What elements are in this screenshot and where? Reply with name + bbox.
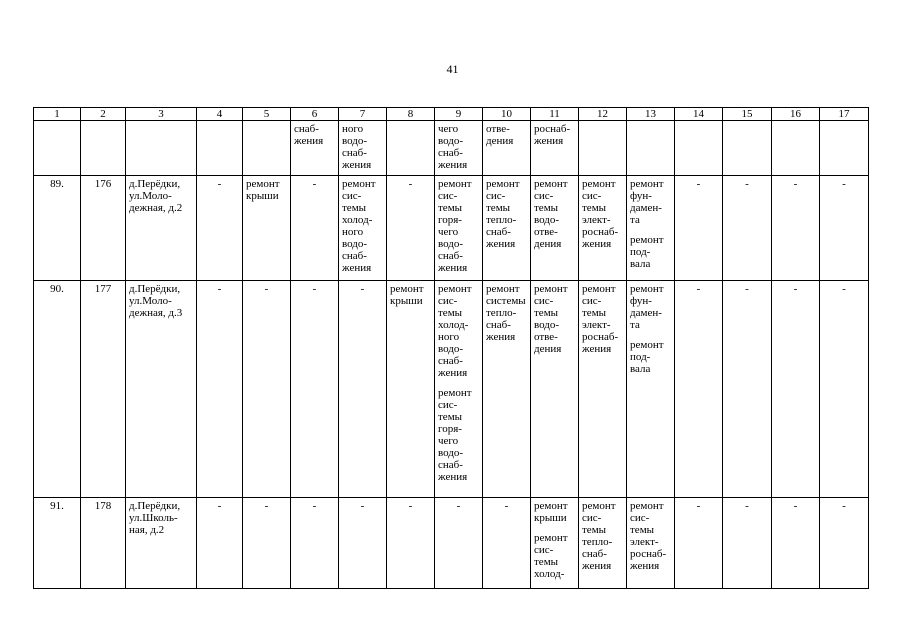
- cell-text: 89.: [50, 178, 64, 190]
- table-cell: [772, 176, 820, 281]
- cell-text: ремонт под- вала: [630, 234, 664, 270]
- cell-text: -: [842, 283, 846, 295]
- column-number: 7: [339, 108, 387, 121]
- table-cell: [34, 176, 81, 281]
- column-number: 15: [723, 108, 772, 121]
- table-cell: [627, 176, 675, 281]
- table-cell: [579, 498, 627, 589]
- cell-text: -: [696, 283, 701, 295]
- cell-text: -: [408, 178, 413, 190]
- column-number: 6: [291, 108, 339, 121]
- cell-text: ремонт сис- темы тепло- снаб- жения: [582, 500, 616, 572]
- table-cell: [291, 281, 339, 498]
- table-cell: [579, 176, 627, 281]
- table-cell: [772, 121, 820, 176]
- cell-text: -: [793, 500, 798, 512]
- table-cell: [34, 498, 81, 589]
- table-cell: [387, 176, 435, 281]
- cell-text: -: [504, 500, 509, 512]
- table-cell: [531, 121, 579, 176]
- cell-text: ного водо- снаб- жения: [342, 123, 372, 171]
- table-cell: [675, 281, 723, 498]
- column-number: 14: [675, 108, 723, 121]
- table-cell: [531, 498, 579, 589]
- table-cell: [387, 121, 435, 176]
- cell-text: 176: [94, 178, 112, 190]
- table-cell: [531, 281, 579, 498]
- table-cell: [627, 281, 675, 498]
- table-cell: [435, 281, 483, 498]
- table-cell: [820, 498, 869, 589]
- table-cell: [531, 176, 579, 281]
- cell-text: -: [360, 283, 365, 295]
- table-row: [34, 176, 869, 281]
- table-cell: [675, 176, 723, 281]
- table-cell: [387, 281, 435, 498]
- table-cell: [627, 498, 675, 589]
- table-cell: [339, 176, 387, 281]
- table-cell: [579, 121, 627, 176]
- cell-text: 90.: [50, 283, 64, 295]
- table-cell: [339, 498, 387, 589]
- cell-text: ремонт сис- темы водо- отве- дения: [534, 283, 568, 355]
- table-cell: [435, 498, 483, 589]
- column-number: 5: [243, 108, 291, 121]
- table-cell: [820, 176, 869, 281]
- table-cell: [772, 281, 820, 498]
- table-cell: [197, 121, 243, 176]
- cell-text: -: [408, 500, 413, 512]
- table-cell: [197, 498, 243, 589]
- table-cell: [820, 121, 869, 176]
- cell-text: -: [842, 500, 846, 512]
- table-cell: [579, 281, 627, 498]
- cell-text: ремонт под- вала: [630, 339, 664, 375]
- cell-text: отве- дения: [486, 123, 514, 147]
- cell-text: ремонт сис- темы горя- чего водо- снаб- жения: [438, 387, 472, 483]
- column-number: 2: [81, 108, 126, 121]
- table-cell: [339, 281, 387, 498]
- table-cell: [627, 121, 675, 176]
- table-cell: [483, 121, 531, 176]
- cell-text: ремонт сис- темы холод- ного водо- снаб- жения: [438, 283, 472, 379]
- cell-text: ремонт системы тепло- снаб- жения: [486, 283, 526, 343]
- cell-text: ремонт фун- дамен- та: [630, 178, 664, 226]
- table-cell: [675, 121, 723, 176]
- column-number: 13: [627, 108, 675, 121]
- cell-text: -: [842, 178, 846, 190]
- table-cell: [772, 498, 820, 589]
- table-cell: [34, 281, 81, 498]
- cell-text: 178: [94, 500, 112, 512]
- table-row: [34, 498, 869, 589]
- cell-text: -: [456, 500, 461, 512]
- cell-text: ремонт фун- дамен- та: [630, 283, 664, 331]
- cell-text: -: [745, 283, 749, 295]
- cell-text: -: [264, 283, 269, 295]
- cell-text: ремонт сис- темы элект- роснаб- жения: [582, 178, 619, 250]
- table-cell: [197, 281, 243, 498]
- cell-text: ремонт сис- темы тепло- снаб- жения: [486, 178, 520, 250]
- table-cell: [126, 498, 197, 589]
- cell-text: ремонт сис- темы горя- чего водо- снаб- жения: [438, 178, 472, 274]
- cell-text: -: [360, 500, 365, 512]
- cell-text: -: [745, 500, 749, 512]
- column-number: 16: [772, 108, 820, 121]
- cell-text: д.Перёдки, ул.Школь- ная, д.2: [129, 500, 181, 536]
- cell-text: ремонт сис- темы элект- роснаб- жения: [582, 283, 619, 355]
- cell-text: д.Перёдки, ул.Моло- дежная, д.3: [129, 283, 183, 319]
- cell-text: ремонт сис- темы холод-: [534, 532, 568, 580]
- column-number-row: [34, 108, 869, 121]
- table-cell: [675, 498, 723, 589]
- cell-text: ремонт сис- темы элект- роснаб- жения: [630, 500, 667, 572]
- table-cell: [723, 281, 772, 498]
- cell-text: ремонт сис- темы водо- отве- дения: [534, 178, 568, 250]
- page-number: 41: [446, 62, 459, 76]
- cell-text: чего водо- снаб- жения: [438, 123, 468, 171]
- cell-text: -: [745, 178, 749, 190]
- cell-text: -: [264, 500, 269, 512]
- table-row: [34, 281, 869, 498]
- cell-text: -: [312, 283, 317, 295]
- table-cell: [435, 176, 483, 281]
- table-cell: [243, 176, 291, 281]
- table-cell: [723, 176, 772, 281]
- cell-text: -: [217, 500, 222, 512]
- table-cell: [126, 281, 197, 498]
- cell-text: 91.: [50, 500, 64, 512]
- cell-text: снаб- жения: [294, 123, 324, 147]
- cell-text: -: [312, 500, 317, 512]
- cell-text: -: [217, 178, 222, 190]
- column-number: 3: [126, 108, 197, 121]
- table-cell: [820, 281, 869, 498]
- table-cell: [387, 498, 435, 589]
- column-number: 17: [820, 108, 869, 121]
- cell-text: роснаб- жения: [534, 123, 571, 147]
- table-cell: [723, 121, 772, 176]
- cell-text: ремонт сис- темы холод- ного водо- снаб- жения: [342, 178, 376, 274]
- table-cell: [243, 281, 291, 498]
- column-number: 11: [531, 108, 579, 121]
- column-number: 8: [387, 108, 435, 121]
- cell-text: -: [217, 283, 222, 295]
- cell-text: -: [793, 283, 798, 295]
- cell-text: ремонт крыши: [246, 178, 280, 202]
- table-cell: [483, 498, 531, 589]
- table-cell: [339, 121, 387, 176]
- table-cell: [723, 498, 772, 589]
- cell-text: -: [696, 500, 701, 512]
- column-number: 1: [34, 108, 81, 121]
- cell-text: ремонт крыши: [390, 283, 424, 307]
- column-number: 9: [435, 108, 483, 121]
- continuation-row: [34, 121, 869, 176]
- column-number: 12: [579, 108, 627, 121]
- table-cell: [81, 176, 126, 281]
- table-cell: [435, 121, 483, 176]
- table-cell: [81, 498, 126, 589]
- table-cell: [291, 176, 339, 281]
- table-cell: [291, 498, 339, 589]
- cell-text: 177: [94, 283, 112, 295]
- table-cell: [126, 121, 197, 176]
- column-number: 4: [197, 108, 243, 121]
- table-cell: [243, 121, 291, 176]
- table-cell: [243, 498, 291, 589]
- repair-plan-table: [33, 107, 869, 589]
- table-cell: [34, 121, 81, 176]
- table-cell: [483, 176, 531, 281]
- column-number: 10: [483, 108, 531, 121]
- cell-text: -: [793, 178, 798, 190]
- cell-text: д.Перёдки, ул.Моло- дежная, д.2: [129, 178, 183, 214]
- cell-text: -: [696, 178, 701, 190]
- table-cell: [197, 176, 243, 281]
- table-cell: [483, 281, 531, 498]
- table-cell: [126, 176, 197, 281]
- table-cell: [81, 121, 126, 176]
- cell-text: -: [312, 178, 317, 190]
- cell-text: ремонт крыши: [534, 500, 568, 524]
- table-cell: [81, 281, 126, 498]
- table-cell: [291, 121, 339, 176]
